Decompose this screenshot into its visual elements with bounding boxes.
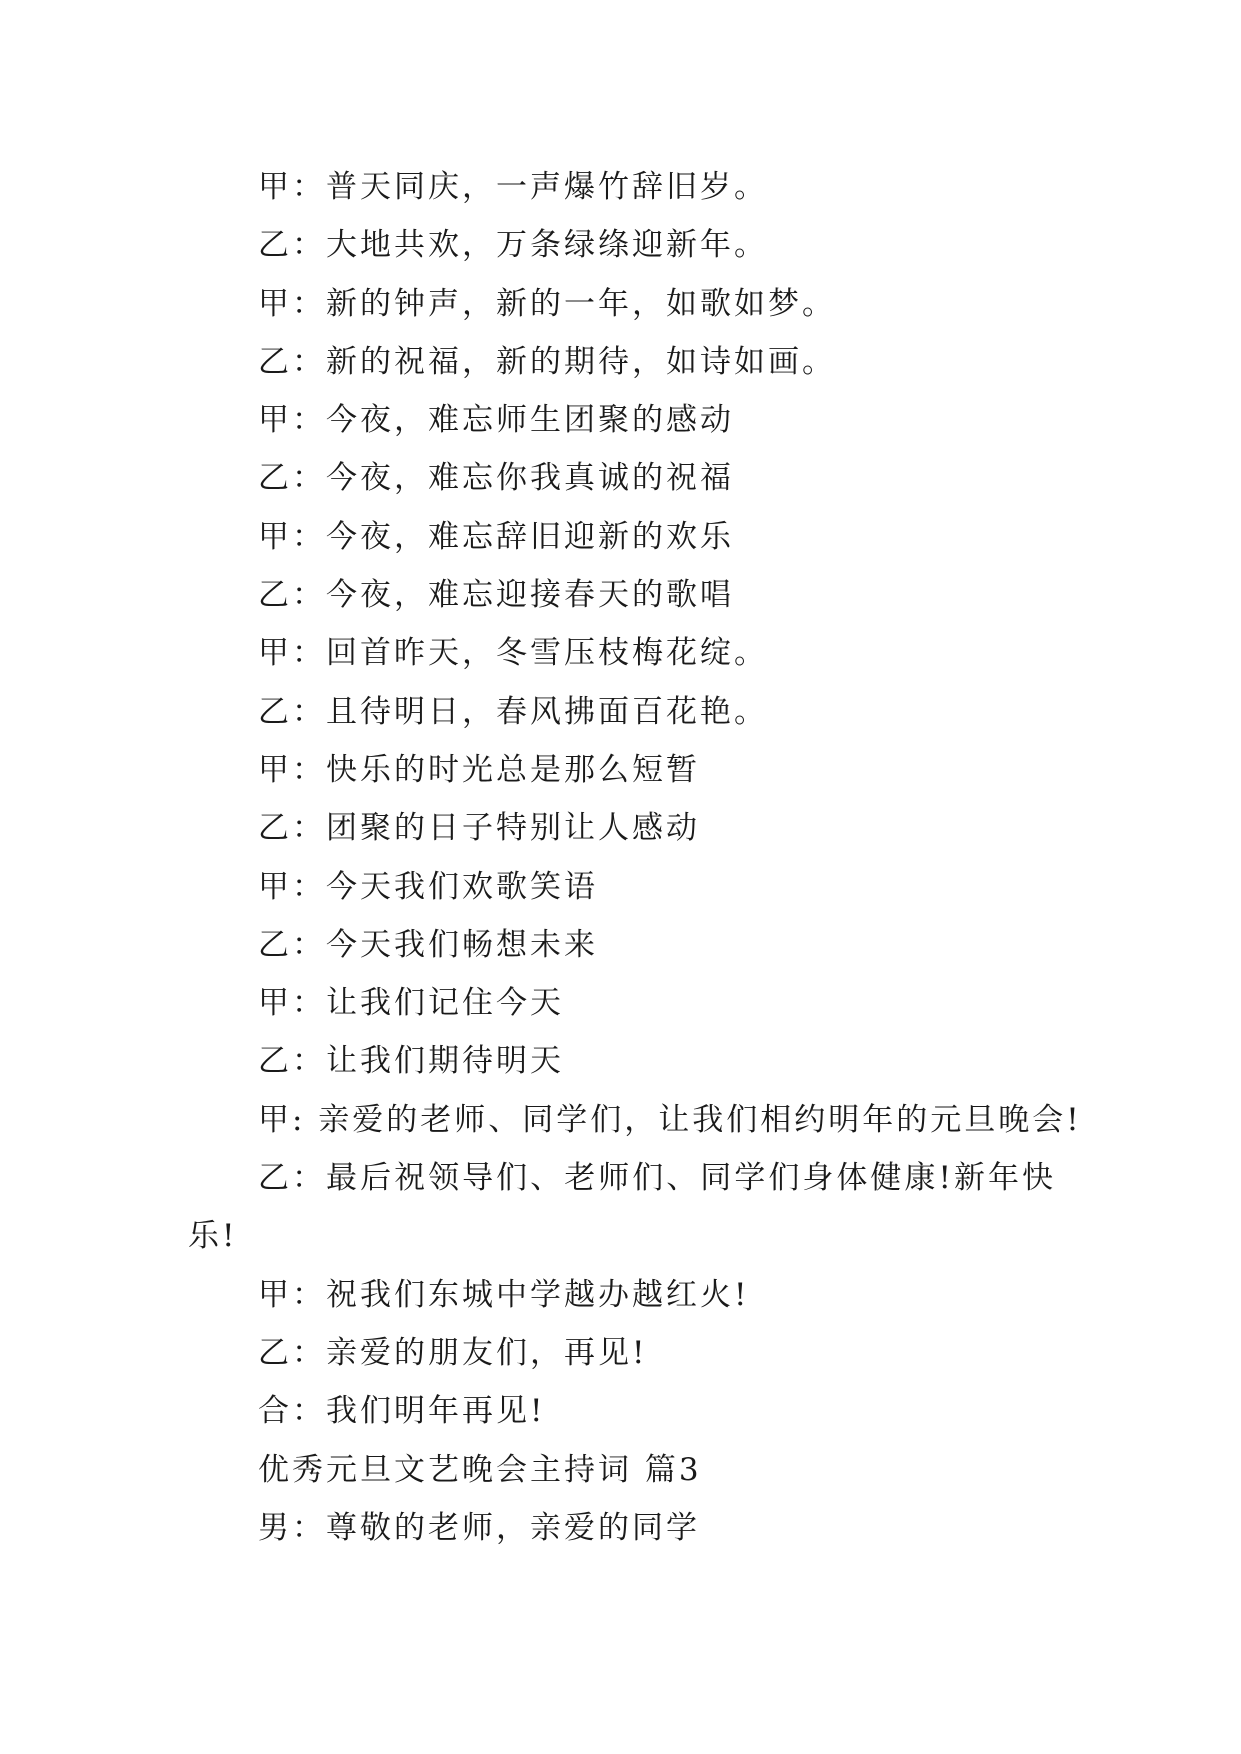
document-body — [188, 158, 1082, 1557]
dialogue-line-wrapped: 乙：最后祝领导们、老师们、同学们身体健康!新年快乐! — [188, 1160, 1056, 1255]
dialogue-line: 乙：团聚的日子特别让人感动 — [258, 810, 700, 847]
dialogue-line: 甲：普天同庆，一声爆竹辞旧岁。 — [258, 169, 768, 205]
dialogue-line: 甲: 亲爱的老师、同学们，让我们相约明年的元旦晚会! — [258, 1101, 1082, 1138]
dialogue-line: 乙：今天我们畅想未来 — [258, 926, 598, 963]
dialogue-line: 男：尊敬的老师，亲爱的同学 — [258, 1509, 700, 1546]
section-heading: 优秀元旦文艺晚会主持词 篇3 — [258, 1451, 702, 1488]
dialogue-line: 乙：大地共欢，万条绿绦迎新年。 — [258, 227, 768, 264]
dialogue-line: 甲：让我们记住今天 — [258, 985, 564, 1022]
dialogue-line: 甲：今夜，难忘辞旧迎新的欢乐 — [258, 518, 734, 555]
dialogue-line: 甲：今夜，难忘师生团聚的感动 — [258, 402, 734, 439]
dialogue-line: 乙：且待明日，春风拂面百花艳。 — [258, 693, 768, 730]
dialogue-line: 甲：今天我们欢歌笑语 — [258, 868, 598, 905]
dialogue-line: 乙：今夜，难忘你我真诚的祝福 — [258, 460, 734, 497]
dialogue-line: 乙：让我们期待明天 — [258, 1043, 564, 1080]
dialogue-line: 乙：今夜，难忘迎接春天的歌唱 — [258, 577, 734, 614]
dialogue-line: 甲：回首昨天，冬雪压枝梅花绽。 — [258, 635, 768, 672]
dialogue-line: 甲：祝我们东城中学越办越红火! — [258, 1276, 750, 1313]
dialogue-line: 合：我们明年再见! — [258, 1393, 546, 1430]
dialogue-line: 乙：亲爱的朋友们，再见! — [258, 1334, 648, 1371]
dialogue-line: 乙：新的祝福，新的期待，如诗如画。 — [258, 343, 836, 380]
dialogue-line: 甲：新的钟声，新的一年，如歌如梦。 — [258, 285, 836, 322]
dialogue-line: 甲：快乐的时光总是那么短暂 — [258, 751, 700, 788]
